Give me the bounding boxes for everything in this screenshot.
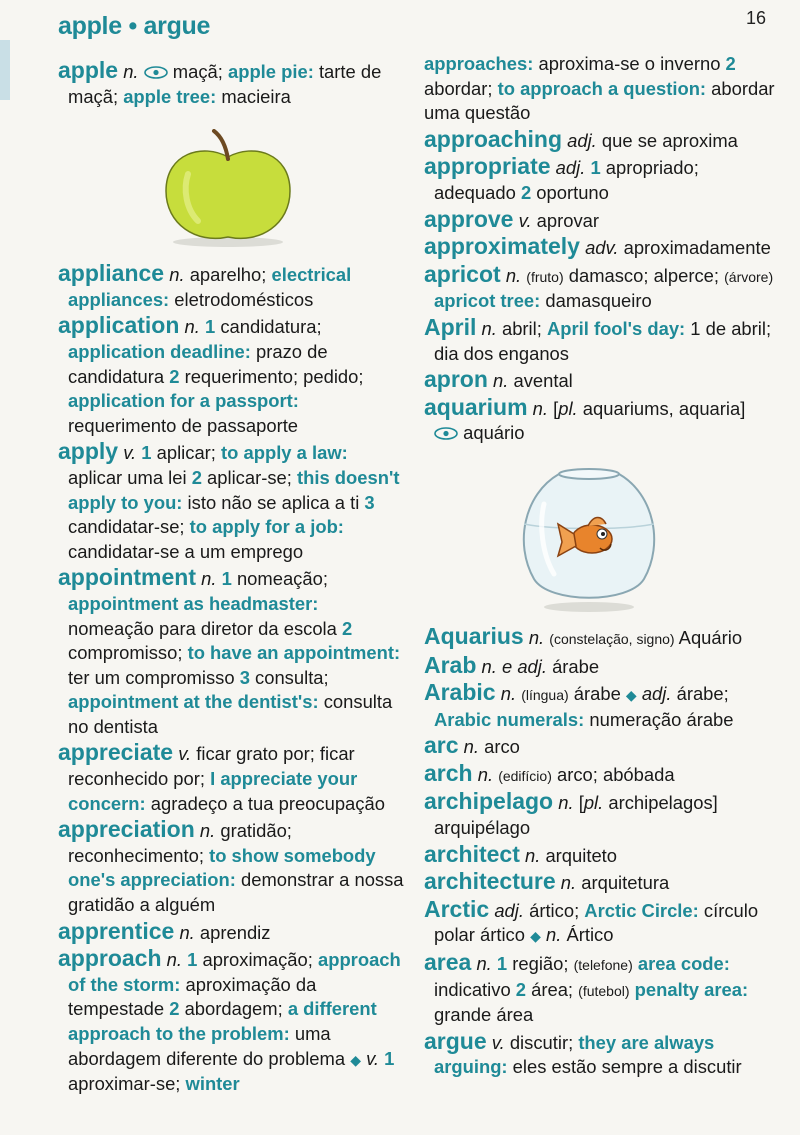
entry-aquarium: aquarium n. [pl. aquariums, aquaria] aquário [424,393,746,444]
entry-approximately: approximately adv. aproximadamente [424,233,771,260]
entry-apple: apple n. maçã; apple pie: tarte de maçã; apple tree: macieira [58,57,382,107]
apple-illustration [158,129,298,249]
entry-apron: apron n. avental [424,366,573,393]
entry-aquarius: Aquarius n. (constelação, signo) Aquário [424,622,743,649]
entry-arab: Arab n. e adj. árabe [424,651,600,678]
entry-appropriate: appropriate adj. 1 apropriado; adequado 2 oportuno [424,153,699,203]
diamond-icon: ◆ [530,928,541,945]
entry-apply: apply v. 1 aplicar; to apply a law: aplicar uma lei 2 aplicar-se; this doesn't apply to you: isto não se aplica a ti 3 candidatar-se; to apply for a job: candidatar-se a um emprego [58,438,400,562]
page-number: 16 [745,8,766,28]
entry-arctic: Arctic adj. ártico; Arctic Circle: círculo polar ártico ◆ n. Ártico [424,895,759,946]
entry-approve: approve v. aprovar [424,205,600,232]
entry-architecture: architecture n. arquitetura [424,868,670,895]
entry-arc: arc n. arco [424,732,520,759]
entry-architect: architect n. arquiteto [424,840,618,867]
diamond-icon: ◆ [350,1051,361,1068]
entry-appreciation: appreciation n. gratidão; reconhecimento; to show somebody one's appreciation: demonstrar a nossa gratidão a alguém [58,816,404,916]
diamond-icon: ◆ [625,687,637,704]
entry-appreciate: appreciate v. ficar grato por; ficar reconhecido por; I appreciate your concern: agradeço a tua preocupação [58,739,385,814]
entry-arabic: Arabic n. (língua) árabe ◆ adj. árabe; Arabic numerals: numeração árabe [424,679,734,730]
left-column [58,58,406,1098]
entry-approaching: approaching adj. que se aproxima [424,125,738,152]
entry-argue: argue v. discutir; they are always arguing: eles estão sempre a discutir [424,1027,742,1078]
entry-appliance: appliance n. aparelho; electrical appliances: eletrodomésticos [58,260,352,310]
entry-arch: arch n. (edifício) arco; abóbada [424,759,675,786]
eye-icon [434,427,458,440]
part-of-speech: n. [123,61,139,82]
entry-approach-continued: approaches: aproxima-se o inverno 2 abordar; to approach a question: abordar uma questão [424,53,775,124]
entry-april: April n. abril; April fool's day: 1 de abril; dia dos enganos [424,313,772,364]
right-column [424,52,776,1081]
side-tab [0,40,10,100]
entry-area: area n. 1 região; (telefone) area code: indicativo 2 área; (futebol) penalty area: grande área [424,949,749,1026]
eye-icon [144,66,168,79]
entry-approach: approach n. 1 aproximação; approach of the storm: aproximação da tempestade 2 abordagem; a different approach to the problem: uma abordagem diferente do problema ◆ v. 1 aproximar-se; winter [58,945,401,1095]
fishbowl-illustration [514,464,664,614]
entry-apprentice: apprentice n. aprendiz [58,917,271,944]
headword: apple [58,57,119,83]
header-guide-words: apple • argue [58,12,211,40]
entry-appointment: appointment n. 1 nomeação; appointment as headmaster: nomeação para diretor da escola 2 compromisso; to have an appointment: ter um compromisso 3 consulta; appointment at the dentist's: consulta no dentista [58,564,401,737]
entry-application: application n. 1 candidatura; application deadline: prazo de candidatura 2 requerimento; pedido; application for a passport: requerimento de passaporte [58,312,364,436]
entry-apricot: apricot n. (fruto) damasco; alperce; (árvore) apricot tree: damasqueiro [424,260,774,312]
entry-archipelago: archipelago n. [pl. archipelagos] arquipélago [424,788,718,839]
